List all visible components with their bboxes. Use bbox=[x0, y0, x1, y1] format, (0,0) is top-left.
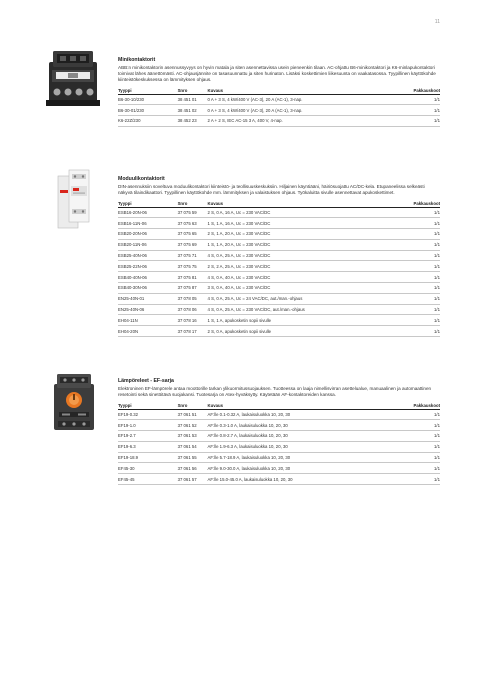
cell-pack: 1/1 bbox=[395, 293, 440, 304]
cell-type: ESB25-40N-06 bbox=[118, 250, 178, 261]
cell-type: ESB20-11N-06 bbox=[118, 239, 178, 250]
table-row bbox=[118, 409, 440, 420]
table-row bbox=[118, 116, 440, 127]
cell-desc: 4 S, 0 A, 40 A, Uc = 230 VAC/DC bbox=[208, 272, 395, 283]
cell-pack: 1/1 bbox=[395, 207, 440, 218]
cell-snro: 38 451 02 bbox=[178, 105, 208, 116]
cell-pack: 1/1 bbox=[395, 326, 440, 337]
cell-snro: 37 075 69 bbox=[178, 239, 208, 250]
cell-snro: 38 452 23 bbox=[178, 116, 208, 127]
cell-pack: 1/1 bbox=[395, 452, 440, 463]
cell-snro: 37 075 75 bbox=[178, 261, 208, 272]
cell-type: EF45-45 bbox=[118, 474, 178, 485]
header-snro: Snro bbox=[178, 403, 208, 410]
cell-desc: 2 S, 0 A, apukosketin sopii sivulle bbox=[208, 326, 395, 337]
cell-type: ESB16-20N-06 bbox=[118, 207, 178, 218]
table-row bbox=[118, 261, 440, 272]
header-snro: Snro bbox=[178, 88, 208, 95]
cell-desc: 1 S, 1 A, 16 A, Uc = 230 VAC/DC bbox=[208, 218, 395, 229]
cell-snro: 37 061 53 bbox=[178, 431, 208, 442]
cell-type: ESB25-22N-06 bbox=[118, 261, 178, 272]
product-table bbox=[118, 88, 440, 127]
header-pakkauskoot: Pakkauskoot bbox=[395, 403, 440, 410]
table-row bbox=[118, 239, 440, 250]
cell-type: K6-22Z/230 bbox=[118, 116, 178, 127]
table-row bbox=[118, 463, 440, 474]
modular-contactor-image bbox=[40, 166, 110, 232]
cell-type: EN25-40N-06 bbox=[118, 304, 178, 315]
cell-type: EF45-30 bbox=[118, 463, 178, 474]
cell-desc: AF:lle 15.0-45.0 A, laukaisuluokka 10, 20, 30 bbox=[208, 474, 395, 485]
table-row bbox=[118, 326, 440, 337]
header-kuvaus: Kuvaus bbox=[208, 88, 395, 95]
cell-type: ESB20-20N-06 bbox=[118, 229, 178, 240]
cell-type: EH04-11N bbox=[118, 315, 178, 326]
page-number: 11 bbox=[434, 19, 440, 25]
cell-pack: 1/1 bbox=[395, 229, 440, 240]
cell-type: EH04-20N bbox=[118, 326, 178, 337]
thermal-relay-image bbox=[40, 368, 110, 434]
table-row bbox=[118, 105, 440, 116]
cell-pack: 1/1 bbox=[395, 474, 440, 485]
cell-snro: 37 078 17 bbox=[178, 326, 208, 337]
table-row bbox=[118, 474, 440, 485]
cell-type: EN25-40N-01 bbox=[118, 293, 178, 304]
product-table bbox=[118, 201, 440, 338]
section-title: Moduulikontaktorit bbox=[118, 176, 165, 182]
cell-snro: 37 075 59 bbox=[178, 207, 208, 218]
cell-snro: 37 061 55 bbox=[178, 452, 208, 463]
table-row bbox=[118, 315, 440, 326]
cell-snro: 37 078 16 bbox=[178, 315, 208, 326]
cell-pack: 1/1 bbox=[395, 441, 440, 452]
table-row bbox=[118, 420, 440, 431]
cell-type: B6-30-10/230 bbox=[118, 94, 178, 105]
minicontactor-image bbox=[40, 48, 110, 114]
cell-pack: 1/1 bbox=[395, 283, 440, 294]
cell-snro: 37 075 71 bbox=[178, 250, 208, 261]
cell-desc: AF:lle 5.7-18.9 A, laukaisuluokka 10, 20, 30 bbox=[208, 452, 395, 463]
cell-pack: 1/1 bbox=[395, 272, 440, 283]
cell-snro: 37 061 54 bbox=[178, 441, 208, 452]
table-row bbox=[118, 304, 440, 315]
cell-pack: 1/1 bbox=[395, 218, 440, 229]
header-kuvaus: Kuvaus bbox=[208, 403, 395, 410]
cell-snro: 37 061 52 bbox=[178, 420, 208, 431]
cell-desc: 2 S, 0 A, 16 A, Uc = 230 VAC/DC bbox=[208, 207, 395, 218]
cell-pack: 1/1 bbox=[395, 239, 440, 250]
cell-pack: 1/1 bbox=[395, 250, 440, 261]
cell-type: EF19-6.3 bbox=[118, 441, 178, 452]
cell-pack: 1/1 bbox=[395, 431, 440, 442]
table-row bbox=[118, 250, 440, 261]
cell-type: EF19-2.7 bbox=[118, 431, 178, 442]
cell-desc: 2 S, 1 A, 20 A, Uc = 230 VAC/DC bbox=[208, 229, 395, 240]
cell-snro: 37 061 51 bbox=[178, 409, 208, 420]
cell-snro: 37 075 87 bbox=[178, 283, 208, 294]
cell-type: ESB16-11N-06 bbox=[118, 218, 178, 229]
product-table bbox=[118, 403, 440, 486]
cell-pack: 1/1 bbox=[395, 315, 440, 326]
cell-snro: 37 075 81 bbox=[178, 272, 208, 283]
cell-type: ESB40-40N-06 bbox=[118, 272, 178, 283]
table-row bbox=[118, 229, 440, 240]
header-pakkauskoot: Pakkauskoot bbox=[395, 88, 440, 95]
cell-desc: 2 A + 2 S, IEC AC-15 3 A, 400 V, 4-nap. bbox=[208, 116, 395, 127]
cell-desc: 1 S, 1 A, 20 A, Uc = 230 VAC/DC bbox=[208, 239, 395, 250]
cell-desc: 4 S, 0 A, 25 A, Uc = 230 VAC/DC bbox=[208, 250, 395, 261]
table-row bbox=[118, 218, 440, 229]
cell-pack: 1/1 bbox=[395, 94, 440, 105]
cell-desc: AF:lle 1.9-6.3 A, laukaisuluokka 10, 20, 30 bbox=[208, 441, 395, 452]
cell-snro: 37 075 63 bbox=[178, 218, 208, 229]
cell-snro: 37 061 56 bbox=[178, 463, 208, 474]
cell-desc: AF:lle 0.3-1.0 A, laukaisuluokka 10, 20, 30 bbox=[208, 420, 395, 431]
section-description: DIN-asennuksiin soveltuva moduulikontaktori kiinteistö- ja teollisuuskeskuksiin. Hiljainen käyntiääni, häiriösuojattu AC/DC-kela. Etupaneelissa selkeästi näkyvä tilaindikaattori. Tyypillinen käyttökohde mm. lämmityksen ja valaistuksen ohjaus. Työkaluitta sivulle asennettavat apukoskettimet. bbox=[118, 183, 425, 195]
cell-pack: 1/1 bbox=[395, 463, 440, 474]
cell-desc: AF:lle 0.8-2.7 A, laukaisuluokka 10, 20, 30 bbox=[208, 431, 395, 442]
cell-snro: 37 075 65 bbox=[178, 229, 208, 240]
section-title: Lämpöreleet - EF-sarja bbox=[118, 378, 174, 384]
header-snro: Snro bbox=[178, 201, 208, 208]
section-description: Elektroninen EF-lämpörele antaa moottorille tarkan ylikuormitussuojauksen. Tuotteessa on laaja nimellisvirran asettelualue, manuaalinen ja automaattinen resetointi sekä sinetöitävä suojakansi. Tuotesarja on Atex-hyväksytty. Käytetään AF-kontaktoreiden kanssa. bbox=[118, 385, 432, 397]
cell-desc: 4 S, 0 A, 25 A, Uc = 230 VAC/DC, aut./man.-ohjaus bbox=[208, 304, 395, 315]
cell-pack: 1/1 bbox=[395, 304, 440, 315]
section-lampoereleet bbox=[40, 368, 440, 508]
header-tyyppi: Tyyppi bbox=[118, 201, 178, 208]
cell-pack: 1/1 bbox=[395, 409, 440, 420]
cell-snro: 37 078 05 bbox=[178, 293, 208, 304]
cell-type: EF19-18.9 bbox=[118, 452, 178, 463]
cell-desc: 0 A + 3 S, 4 kW/400 V (AC-3), 20 A (AC-1), 3-nap. bbox=[208, 94, 395, 105]
cell-type: EF19-1.0 bbox=[118, 420, 178, 431]
cell-type: B6-30-01/230 bbox=[118, 105, 178, 116]
section-minikontaktorit bbox=[40, 44, 440, 154]
cell-desc: AF:lle 0.1-0.32 A, laukaisuluokka 10, 20, 30 bbox=[208, 409, 395, 420]
table-row bbox=[118, 441, 440, 452]
cell-type: EF19-0.32 bbox=[118, 409, 178, 420]
table-row bbox=[118, 452, 440, 463]
cell-pack: 1/1 bbox=[395, 105, 440, 116]
table-row bbox=[118, 293, 440, 304]
table-row bbox=[118, 207, 440, 218]
table-row bbox=[118, 272, 440, 283]
cell-desc: 1 S, 1 A, apukosketin sopii sivulle bbox=[208, 315, 395, 326]
cell-pack: 1/1 bbox=[395, 261, 440, 272]
cell-desc: 2 S, 2 A, 25 A, Uc = 230 VAC/DC bbox=[208, 261, 395, 272]
table-row bbox=[118, 283, 440, 294]
header-kuvaus: Kuvaus bbox=[208, 201, 395, 208]
cell-snro: 37 061 57 bbox=[178, 474, 208, 485]
cell-pack: 1/1 bbox=[395, 116, 440, 127]
cell-desc: 3 S, 0 A, 40 A, Uc = 230 VAC/DC bbox=[208, 283, 395, 294]
cell-pack: 1/1 bbox=[395, 420, 440, 431]
cell-snro: 37 078 06 bbox=[178, 304, 208, 315]
section-description: ABB:n minikontaktorin asennussyvyys on hyvin matala ja siten asennettavissa usein pieneenkin tilaan. AC-ohjattu B6-minikontaktori ja K6-minlapukontaktori toimivat lähes äänettömästi. AC-ohjausjännite on tasasuunnattu ja siten hurinaton. Lisäksi koskettimien liikesuunta on vaakatasossa. Tyypillinen käyttökohde kiinteistökeskuksessa on lämmityksen ohjaus. bbox=[118, 64, 436, 82]
section-title: Minikontaktorit bbox=[118, 57, 156, 63]
header-tyyppi: Tyyppi bbox=[118, 88, 178, 95]
table-row bbox=[118, 94, 440, 105]
section-moduulikontaktorit bbox=[40, 166, 440, 356]
cell-type: ESB40-30N-06 bbox=[118, 283, 178, 294]
header-tyyppi: Tyyppi bbox=[118, 403, 178, 410]
cell-snro: 38 451 01 bbox=[178, 94, 208, 105]
cell-desc: 0 A + 3 S, 4 kW/400 V (AC-3), 20 A (AC-1), 3-nap. bbox=[208, 105, 395, 116]
table-row bbox=[118, 431, 440, 442]
header-pakkauskoot: Pakkauskoot bbox=[395, 201, 440, 208]
cell-desc: 4 S, 0 A, 25 A, Uc = 24 VAC/DC, aut./man.-ohjaus bbox=[208, 293, 395, 304]
cell-desc: AF:lle 9.0-30.0 A, laukaisuluokka 10, 20, 30 bbox=[208, 463, 395, 474]
